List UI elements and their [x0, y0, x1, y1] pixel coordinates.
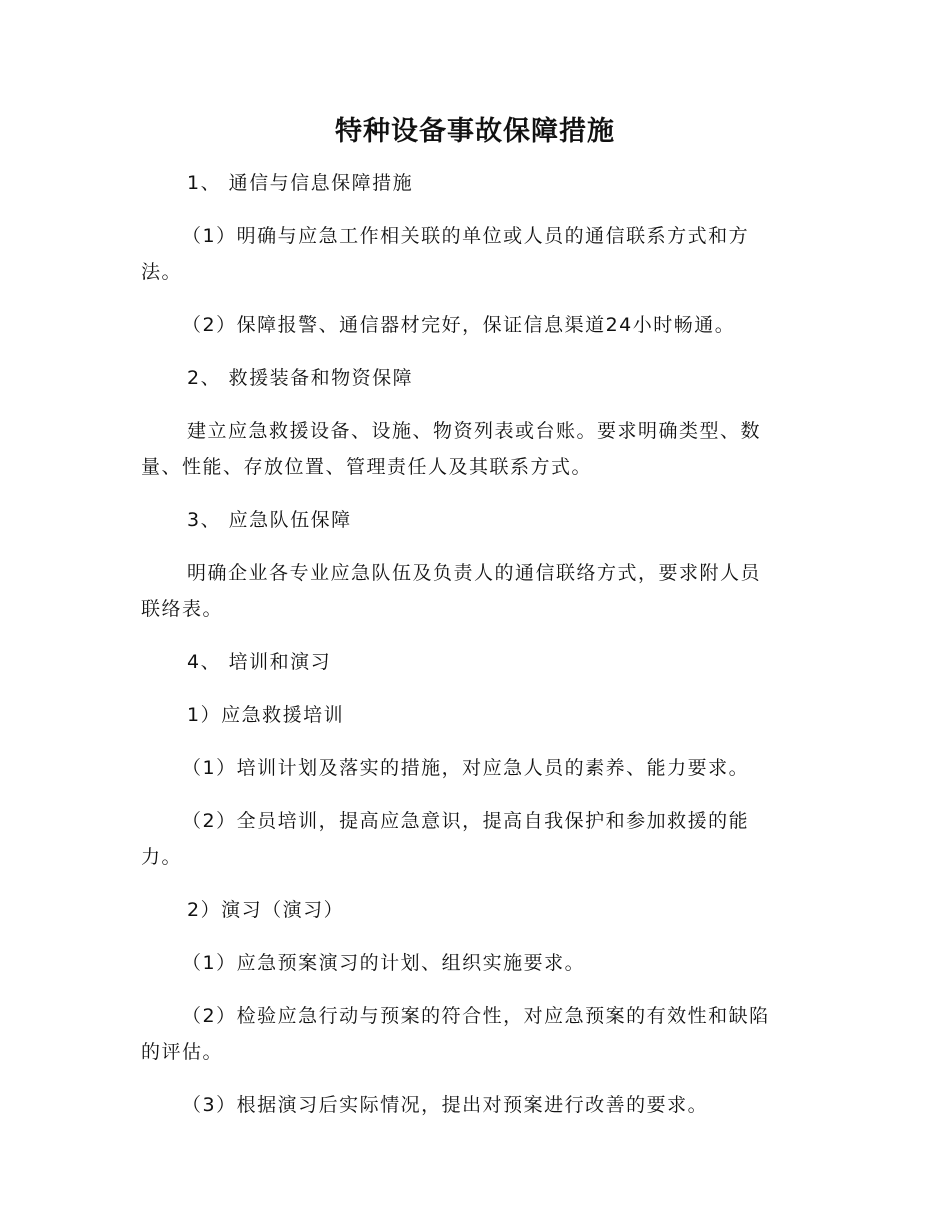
section-heading-4: 4、 培训和演习 — [187, 651, 332, 673]
section-heading-3: 3、 应急队伍保障 — [187, 509, 352, 531]
subsection-heading: 2）演习（演习） — [187, 899, 345, 921]
paragraph-line: （2）保障报警、通信器材完好，保证信息渠道24小时畅通。 — [182, 314, 736, 336]
paragraph-line: 的评估。 — [141, 1041, 224, 1063]
paragraph-line: 联络表。 — [141, 598, 224, 620]
subsection-heading: 1）应急救援培训 — [187, 704, 345, 726]
paragraph-line: （2）全员培训，提高应急意识，提高自我保护和参加救援的能 — [182, 810, 750, 832]
paragraph-line: （3）根据演习后实际情况，提出对预案进行改善的要求。 — [182, 1094, 709, 1116]
paragraph-line: 力。 — [141, 846, 183, 868]
section-heading-1: 1、 通信与信息保障措施 — [187, 172, 414, 194]
paragraph-line: 量、性能、存放位置、管理责任人及其联系方式。 — [141, 456, 593, 478]
paragraph-line: 法。 — [141, 261, 183, 283]
paragraph-line: （1）应急预案演习的计划、组织实施要求。 — [182, 952, 586, 974]
section-heading-2: 2、 救援装备和物资保障 — [187, 367, 414, 389]
paragraph-line: （1）明确与应急工作相关联的单位或人员的通信联系方式和方 — [182, 225, 750, 247]
paragraph-line: （1）培训计划及落实的措施，对应急人员的素养、能力要求。 — [182, 757, 750, 779]
paragraph-line: 建立应急救援设备、设施、物资列表或台账。要求明确类型、数 — [187, 420, 762, 442]
paragraph-line: （2）检验应急行动与预案的符合性，对应急预案的有效性和缺陷 — [182, 1005, 770, 1027]
paragraph-line: 明确企业各专业应急队伍及负责人的通信联络方式，要求附人员 — [187, 562, 762, 584]
document-title: 特种设备事故保障措施 — [335, 116, 615, 147]
